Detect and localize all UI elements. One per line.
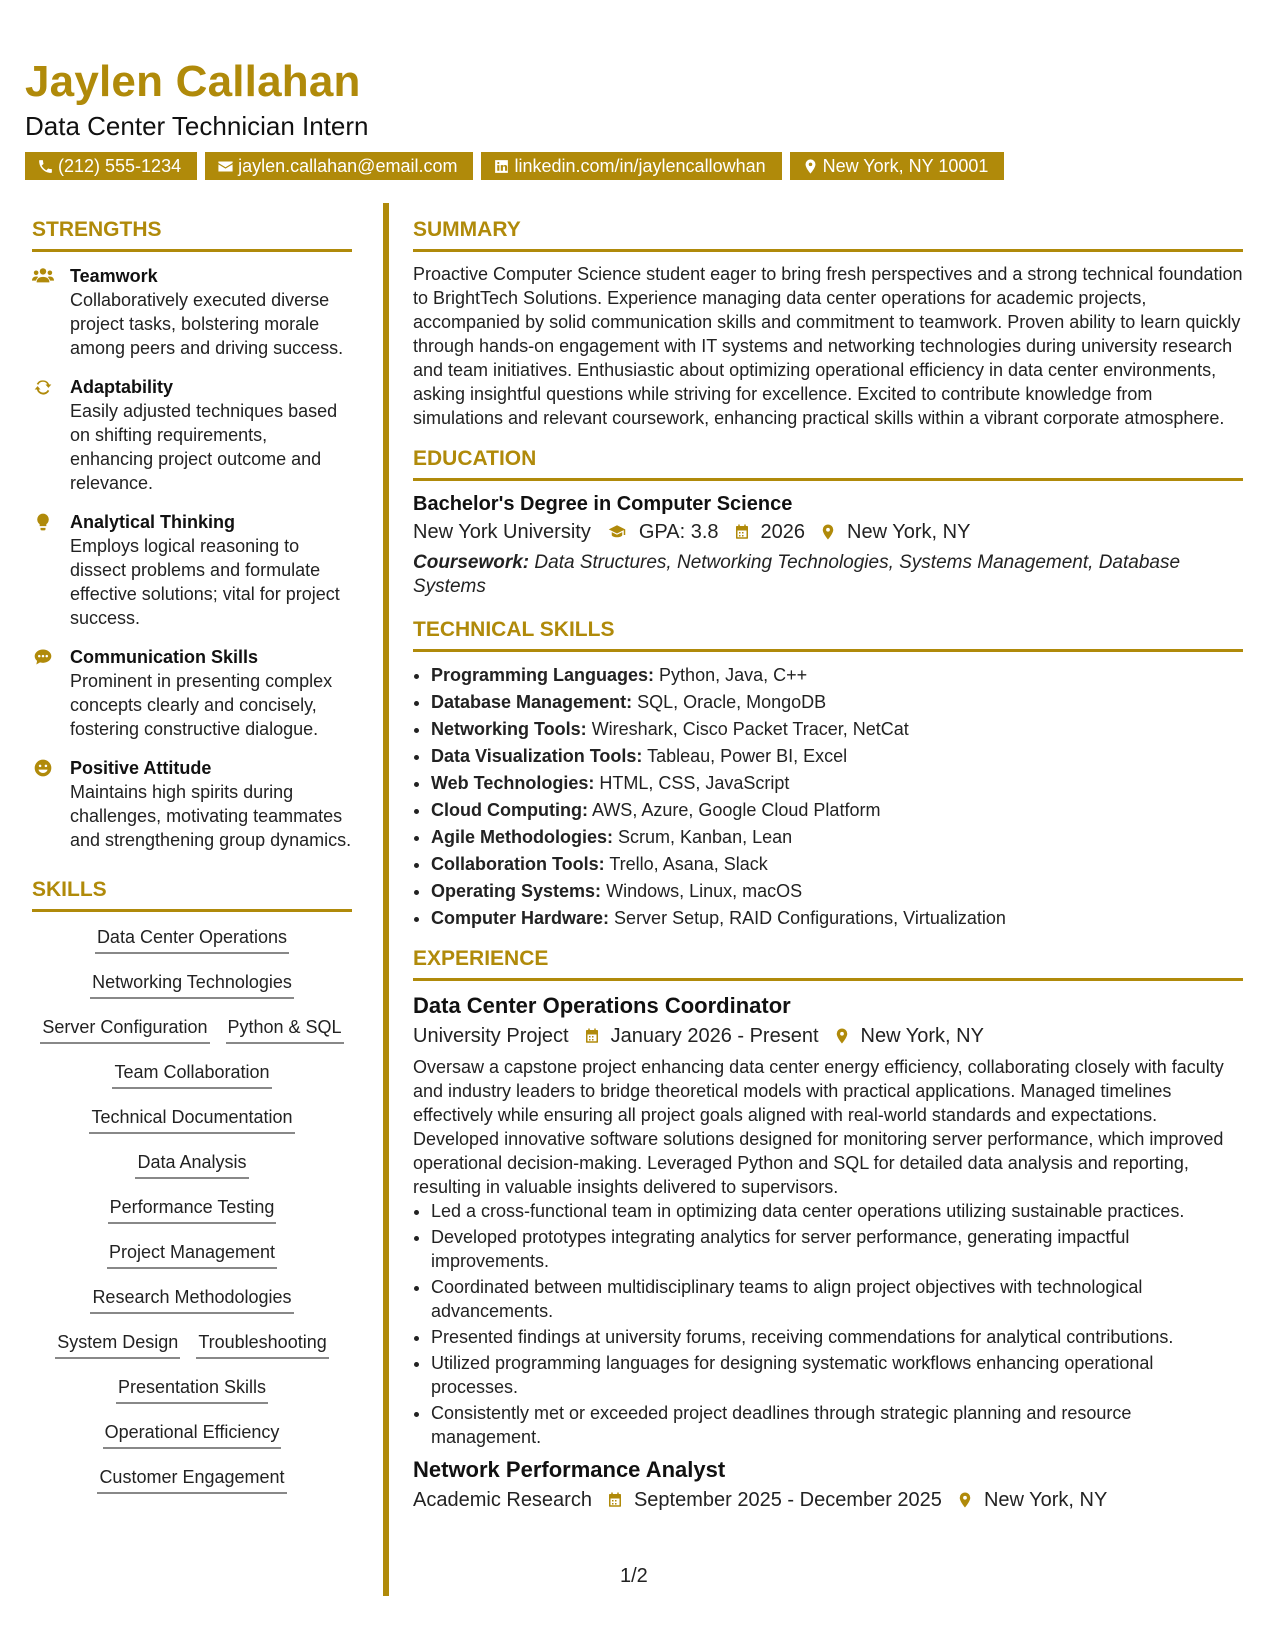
job-location: New York, NY [983,1489,1108,1511]
job-title-heading: Data Center Technician Intern [25,111,369,141]
candidate-name: Jaylen Callahan [25,57,361,106]
location-chip [790,152,1005,180]
skill-label: Cloud Computing: [431,800,588,820]
strength-item [32,756,352,852]
technical-skills-list [413,662,1243,932]
strength-desc: Collaboratively executed diverse project tasks, bolstering morale among peers and driving success. [70,290,344,358]
skill-tag: Technical Documentation [89,1104,294,1134]
strength-desc: Maintains high spirits during challenges, motivating teammates and strengthening group dynamics. [70,782,352,850]
linkedin-icon [493,158,510,175]
skill-label: Computer Hardware: [431,908,610,928]
strength-item [32,510,352,630]
phone-icon [37,158,54,175]
gpa-value: GPA: 3.8 [638,521,719,543]
skill-value: Windows, Linux, macOS [606,881,803,901]
job-location: New York, NY [860,1025,984,1047]
list-item: • Coordinated between multidisciplinary teams to align project objectives with technological advancements. [431,1275,1243,1323]
skill-tag: Server Configuration [40,1014,209,1044]
list-item: • Consistently met or exceeded project deadlines through strategic planning and resource management. [431,1401,1243,1449]
strengths-heading: STRENGTHS [32,217,352,252]
skill-value: Scrum, Kanban, Lean [618,827,793,847]
coursework-list: Data Structures, Networking Technologies, Systems Management, Database Systems [413,552,1181,597]
location-icon [833,1027,851,1045]
list-item [431,743,1243,770]
chat-icon [32,647,54,667]
phone-chip[interactable] [25,152,197,180]
skill-tag: Data Analysis [135,1149,248,1179]
contact-bar [25,152,1004,180]
job-position: Network Performance Analyst [413,1457,726,1482]
summary-heading: SUMMARY [413,217,1243,252]
skill-value: Trello, Asana, Slack [609,854,768,874]
strength-title: Adaptability [70,377,174,397]
list-item [431,662,1243,689]
coursework-label: Coursework: [413,552,530,573]
coursework [413,551,1243,599]
skill-value: AWS, Azure, Google Cloud Platform [591,800,881,820]
list-item: • Led a cross-functional team in optimizing data center operations utilizing sustainable practices. [431,1199,1243,1223]
list-item [431,797,1243,824]
skill-value: SQL, Oracle, MongoDB [637,692,827,712]
job-description: Oversaw a capstone project enhancing data center energy efficiency, collaborating closely with faculty and industry leaders to bridge theoretical models with practical applications. Managed timelines effectively while ensuring all project goals aligned with real-world standards and expectations. Developed innovative software solutions designed for monitoring server performance, which improved operational decision-making. Leveraged Python and SQL for detailed data analysis and reporting, resulting in valuable insights delivered to supervisors. [413,1057,1224,1197]
strength-title: Teamwork [70,266,158,286]
strength-desc: Prominent in presenting complex concepts clearly and concisely, fostering constructive dialogue. [70,671,333,739]
email-icon [217,158,234,175]
education-location: New York, NY [847,521,971,543]
job-bullets [413,1199,1243,1449]
skill-tag: System Design [55,1329,180,1359]
skill-tag: Research Methodologies [90,1284,293,1314]
skill-tag: Data Center Operations [95,924,289,954]
right-column [413,217,1243,1515]
skill-tag: Project Management [107,1239,277,1269]
skill-label: Collaboration Tools: [431,854,605,874]
strength-title: Analytical Thinking [70,512,236,532]
linkedin-chip[interactable] [481,152,781,180]
job-dates: January 2026 - Present [610,1025,819,1047]
location-icon [819,523,837,541]
left-column [32,217,352,1509]
skill-tag: Customer Engagement [97,1464,286,1494]
strength-item [32,645,352,741]
skill-tag: Networking Technologies [90,969,294,999]
skill-tag: Troubleshooting [196,1329,328,1359]
skill-label: Networking Tools: [431,719,587,739]
list-item: • Developed prototypes integrating analytics for server performance, generating impactful improvements. [431,1225,1243,1273]
education-meta [413,517,1243,547]
experience-heading: EXPERIENCE [413,946,1243,981]
skill-label: Agile Methodologies: [431,827,613,847]
experience-entry [413,991,1243,1449]
page-indicator: 1/2 [620,1565,648,1587]
graduation-cap-icon [605,523,629,541]
skill-tag: Team Collaboration [112,1059,271,1089]
strength-item [32,375,352,495]
list-item [431,770,1243,797]
refresh-icon [32,377,54,397]
phone-text: (212) 555-1234 [58,156,182,176]
job-position: Data Center Operations Coordinator [413,993,791,1018]
skill-label: Operating Systems: [431,881,602,901]
list-item: • Utilized programming languages for designing systematic workflows enhancing operational processes. [431,1351,1243,1399]
job-org: University Project [413,1025,569,1047]
strength-title: Communication Skills [70,647,259,667]
skill-label: Data Visualization Tools: [431,746,643,766]
skill-value: Tableau, Power BI, Excel [647,746,848,766]
skills-list [32,924,352,1509]
list-item [431,851,1243,878]
job-dates: September 2025 - December 2025 [633,1489,942,1511]
skill-label: Programming Languages: [431,665,655,685]
strength-item [32,264,352,360]
location-icon [802,158,819,175]
email-text: jaylen.callahan@email.com [238,156,458,176]
list-item: • Presented findings at university forums, receiving commendations for analytical contributions. [431,1325,1243,1349]
experience-entry [413,1455,1243,1515]
list-item [431,689,1243,716]
skill-label: Web Technologies: [431,773,595,793]
summary-text: Proactive Computer Science student eager to bring fresh perspectives and a strong technical foundation to BrightTech Solutions. Experience managing data center operations for academic projects, accompanied by solid communication skills and commitment to teamwork. Proven ability to learn quickly through hands-on engagement with IT systems and networking technologies during university research and team initiatives. Enthusiastic about optimizing operational efficiency in data center environments, asking insightful questions while striving for excellence. Excited to contribute knowledge from simulations and relevant coursework, enhancing practical skills within a vibrant corporate atmosphere. [413,264,1243,428]
skill-tag: Performance Testing [108,1194,277,1224]
skills-heading: SKILLS [32,877,352,912]
location-text: New York, NY 10001 [822,156,989,176]
graduation-year: 2026 [760,521,806,543]
degree-title: Bachelor's Degree in Computer Science [413,493,793,515]
strength-desc: Easily adjusted techniques based on shifting requirements, enhancing project outcome and relevance. [70,401,338,493]
skill-value: Wireshark, Cisco Packet Tracer, NetCat [591,719,909,739]
list-item [431,905,1243,932]
skill-value: Python, Java, C++ [659,665,808,685]
lightbulb-icon [32,512,54,532]
education-heading: EDUCATION [413,446,1243,481]
list-item [431,824,1243,851]
linkedin-text: linkedin.com/in/jaylencallowhan [514,156,766,176]
skill-value: HTML, CSS, JavaScript [599,773,790,793]
skill-value: Server Setup, RAID Configurations, Virtualization [614,908,1006,928]
strength-desc: Employs logical reasoning to dissect problems and formulate effective solutions; vital for project success. [70,536,340,628]
location-icon [956,1491,974,1509]
job-org: Academic Research [413,1489,592,1511]
job-meta [413,1485,1243,1515]
skill-tag: Operational Efficiency [103,1419,282,1449]
technical-skills-heading: TECHNICAL SKILLS [413,617,1243,652]
job-meta [413,1021,1243,1051]
users-icon [32,266,54,286]
skill-tag: Presentation Skills [116,1374,268,1404]
calendar-icon [583,1027,601,1045]
column-divider [383,203,389,1596]
strength-title: Positive Attitude [70,758,212,778]
skill-tag: Python & SQL [226,1014,344,1044]
calendar-icon [606,1491,624,1509]
school-name: New York University [413,521,591,543]
skill-label: Database Management: [431,692,633,712]
smile-icon [32,758,54,778]
email-chip[interactable] [205,152,473,180]
list-item [431,878,1243,905]
calendar-icon [733,523,751,541]
list-item [431,716,1243,743]
